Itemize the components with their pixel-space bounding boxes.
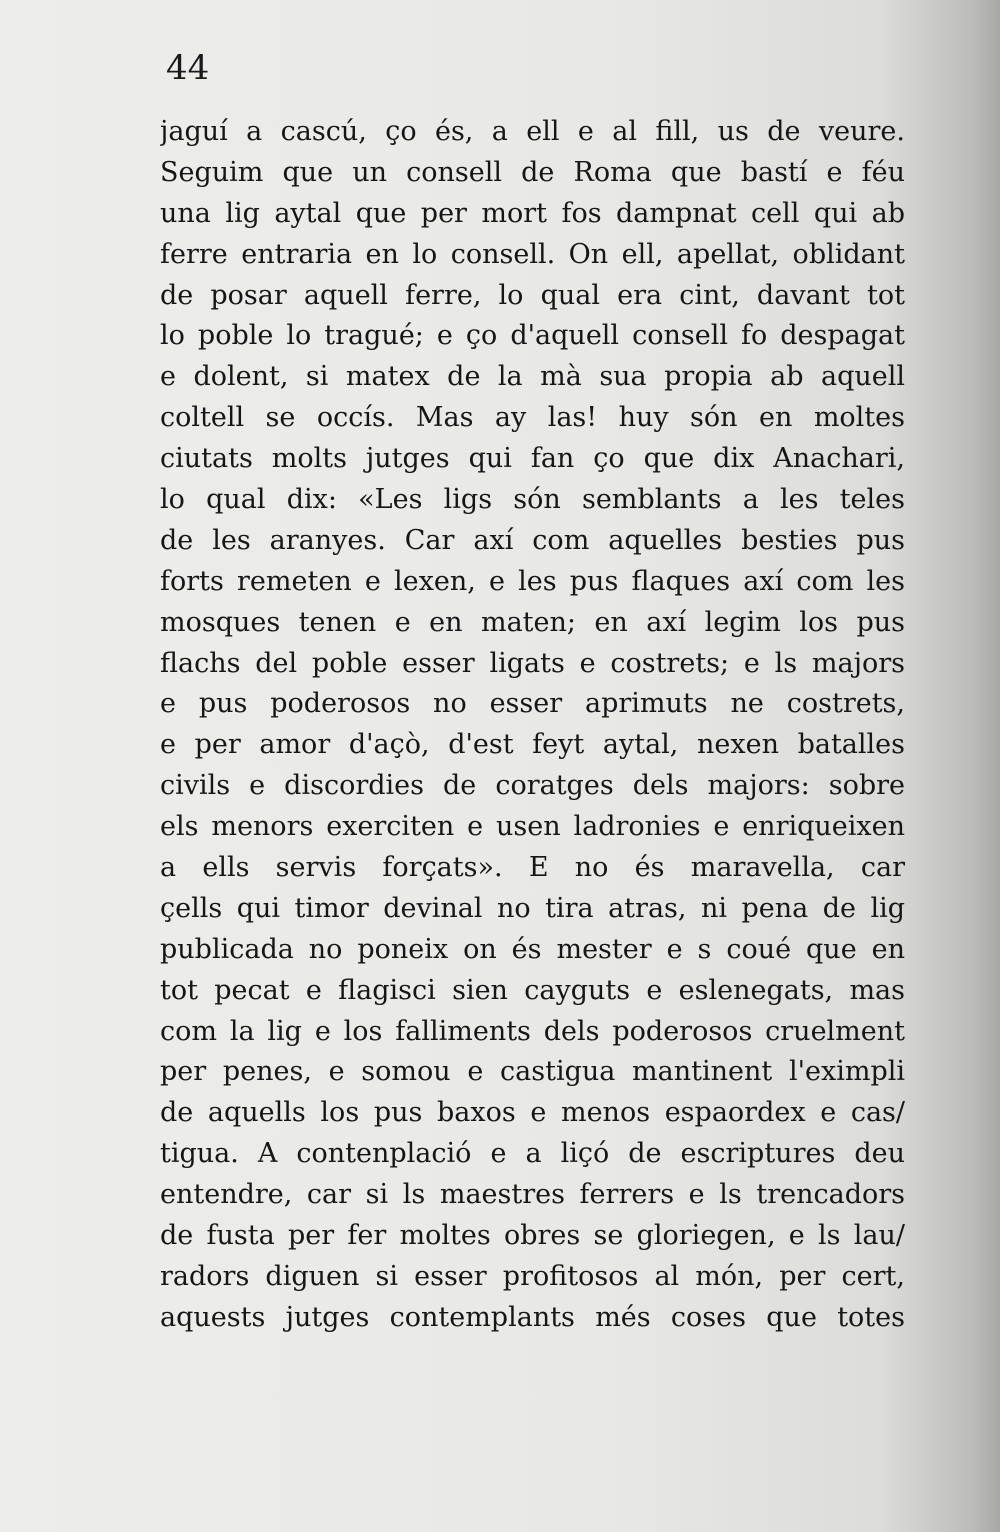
text-line: tigua. A contenplació e a liçó de escriptures deu [160, 1138, 905, 1170]
text-line: radors diguen si esser profitosos al món, per cert, [160, 1260, 905, 1292]
text-line: çells qui timor devinal no tira atras, ni pena de lig [160, 892, 905, 924]
text-line: de fusta per fer moltes obres se gloriegen, e ls lau/ [160, 1220, 905, 1252]
text-line: e dolent, si matex de la mà sua propia ab aquell [160, 361, 905, 393]
text-line: civils e discordies de coratges dels majors: sobre [160, 770, 905, 802]
text-line: publicada no poneix on és mester e s coué que en [160, 933, 905, 965]
text-line: de les aranyes. Car axí com aquelles besties pus [160, 524, 905, 556]
text-line: ferre entraria en lo consell. On ell, apellat, oblidant [160, 238, 905, 270]
text-line: de aquells los pus baxos e menos espaordex e cas/ [160, 1097, 905, 1129]
text-line: lo qual dix: «Les ligs són semblants a les teles [160, 484, 905, 516]
text-line: Seguim que un consell de Roma que bastí e féu [160, 156, 905, 188]
text-line: jaguí a cascú, ço és, a ell e al fill, us de veure. [160, 116, 905, 147]
text-line: e pus poderosos no esser aprimuts ne costrets, [160, 688, 905, 720]
text-line: els menors exerciten e usen ladronies e enriqueixen [160, 811, 905, 843]
body-text [160, 112, 905, 1339]
text-line: tot pecat e flagisci sien cayguts e eslenegats, mas [160, 974, 905, 1006]
page-number: 44 [166, 48, 210, 88]
text-line: forts remeten e lexen, e les pus flaques axí com les [160, 565, 905, 597]
text-line: mosques tenen e en maten; en axí legim los pus [160, 606, 905, 638]
text-line: de posar aquell ferre, lo qual era cint, davant tot [160, 279, 905, 311]
text-line: lo poble lo tragué; e ço d'aquell consell fo despagat [160, 320, 905, 352]
text-line: una lig aytal que per mort fos dampnat cell qui ab [160, 197, 905, 229]
text-line: a ells servis forçats». E no és maravella, car [160, 852, 905, 884]
text-line: entendre, car si ls maestres ferrers e ls trencadors [160, 1179, 905, 1211]
text-line: coltell se occís. Mas ay las! huy són en moltes [160, 402, 905, 434]
text-line: flachs del poble esser ligats e costrets; e ls majors [160, 647, 905, 679]
text-line: per penes, e somou e castigua mantinent l'eximpli [160, 1056, 905, 1088]
text-line: e per amor d'açò, d'est feyt aytal, nexen batalles [160, 729, 905, 761]
text-line: ciutats molts jutges qui fan ço que dix Anachari, [160, 443, 905, 475]
text-line: com la lig e los falliments dels poderosos cruelment [160, 1015, 905, 1047]
text-line: aquests jutges contemplants més coses que totes [160, 1301, 905, 1333]
